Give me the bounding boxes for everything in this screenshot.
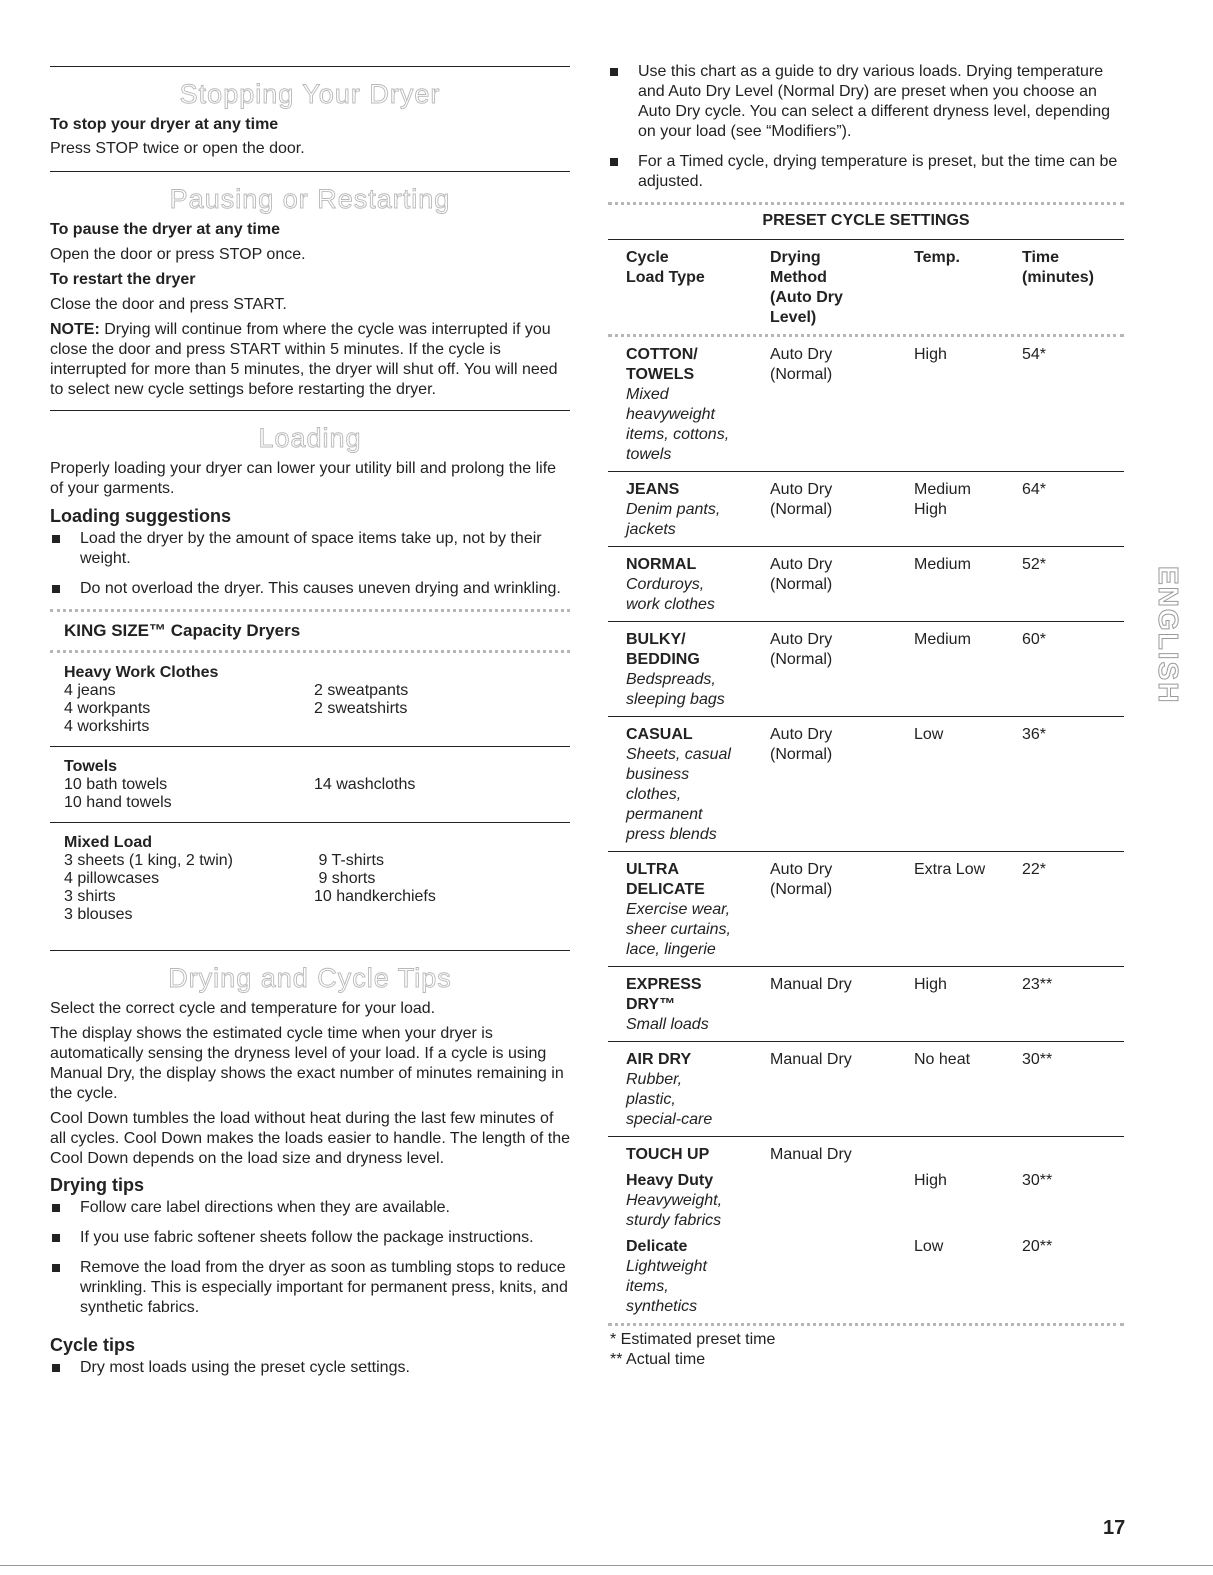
load-group-title: Mixed Load [64,834,153,851]
load-row: 4 jeans 2 sweatpants [64,682,409,699]
header-method: Drying Method (Auto Dry Level) [770,249,843,326]
load-row: 4 workpants 2 sweatshirts [64,700,408,717]
method-cell: Manual Dry [770,976,852,993]
cycle-load-type: Bedspreads, sleeping bags [626,671,725,708]
page-bottom-rule [0,1565,1213,1566]
tips-p2: The display shows the estimated cycle time when your dryer is automatically sensing the dryness level of your load. If a cycle is using Manual Dry, the display shows the exact number of minutes remaining in the cycle. [50,1025,564,1102]
method-cell: Auto Dry (Normal) [770,481,833,518]
header-cycle: Cycle Load Type [626,249,705,286]
list-item: Follow care label directions when they are available. [50,1198,570,1218]
load-group-title: Towels [64,758,118,775]
cycle-cell [626,860,770,960]
sub-cycle-load-type: Lightweight items, synthetics [626,1258,707,1315]
sub-cycle-name: Delicate [626,1238,688,1255]
bullet-square-icon [52,1264,60,1272]
cycle-name: CASUAL [626,726,693,743]
sub-cycle-name: Heavy Duty [626,1172,714,1189]
temp-cell: High [914,346,947,363]
cycle-load-type: Sheets, casual business clothes, permanent press blends [626,746,731,843]
footnote: * Estimated preset time [610,1331,776,1348]
temp-cell: Extra Low [914,861,986,878]
temp-cell: Medium [914,556,971,573]
cycle-name: NORMAL [626,556,697,573]
temp-cell: Medium [914,631,971,648]
tips-p1: Select the correct cycle and temperature for your load. [50,1000,436,1017]
cycle-load-type: Mixed heavyweight items, cottons, towels [626,386,730,463]
time-cell: 23** [1022,976,1053,993]
dotted-divider [608,1323,1124,1326]
table-row [608,851,1124,966]
method-cell: Auto Dry (Normal) [770,631,833,668]
cycle-cell [626,480,770,540]
note-text: NOTE: Drying will continue from where the cycle was interrupted if you close the door and press START within 5 minutes. If the cycle is interrupted for more than 5 minutes, the dryer will shut off. You will need to select new cycle settings before restarting the dryer. [50,321,558,398]
bullet-square-icon [52,1204,60,1212]
section-title-pausing: Pausing or Restarting [169,184,451,214]
pause-text: Open the door or press STOP once. [50,246,306,263]
sub-temp: Low [914,1238,944,1255]
loading-intro: Properly loading your dryer can lower your utility bill and prolong the life of your garments. [50,460,557,497]
sub-temp: High [914,1172,947,1189]
time-cell [1022,1145,1124,1317]
load-row: 4 pillowcases 9 shorts [64,870,376,887]
restart-text: Close the door and press START. [50,296,287,313]
chart-intro-list [608,62,1124,192]
drying-tips-heading: Drying tips [50,1175,145,1195]
page-number: 17 [1103,1517,1126,1539]
cycle-cell [626,1050,770,1130]
bullet-square-icon [52,535,60,543]
list-item: Dry most loads using the preset cycle settings. [50,1358,570,1378]
method-cell: Auto Dry (Normal) [770,861,833,898]
cycle-cell [626,1145,770,1317]
cycle-cell [626,630,770,710]
section-divider [50,950,570,951]
section-divider [50,66,570,67]
cycle-tips-list [50,1358,570,1378]
loading-suggestions-list [50,529,570,599]
table-row [608,546,1124,621]
time-cell: 60* [1022,631,1047,648]
header-temp: Temp. [914,249,960,266]
load-group-mixed [50,823,570,934]
load-row: 3 sheets (1 king, 2 twin) 9 T-shirts [64,852,384,869]
cycle-name: AIR DRY [626,1051,692,1068]
load-group-title: Heavy Work Clothes [64,664,219,681]
stop-heading: To stop your dryer at any time [50,116,279,133]
restart-heading: To restart the dryer [50,271,196,288]
load-group-towels [50,747,570,822]
temp-cell [914,1145,1022,1317]
section-divider [50,171,570,172]
pause-heading: To pause the dryer at any time [50,221,280,238]
cycle-load-type: Exercise wear, sheer curtains, lace, lingerie [626,901,731,958]
temp-cell: Low [914,726,944,743]
cycle-name: COTTON/ TOWELS [626,346,698,383]
header-time: Time (minutes) [1022,249,1094,286]
sub-cycle-load-type: Heavyweight, sturdy fabrics [626,1192,723,1229]
cycle-load-type: Small loads [626,1016,709,1033]
king-size-title: KING SIZE™ Capacity Dryers [64,621,301,640]
temp-cell: No heat [914,1051,971,1068]
footnote: ** Actual time [610,1351,706,1368]
time-cell: 64* [1022,481,1047,498]
table-row [608,1136,1124,1323]
cycle-name: JEANS [626,481,680,498]
list-item: Remove the load from the dryer as soon as tumbling stops to reduce wrinkling. This is especially important for permanent press, knits, and synthetic fabrics. [50,1258,570,1318]
method-cell: Auto Dry (Normal) [770,726,833,763]
time-cell: 30** [1022,1051,1053,1068]
bullet-square-icon [610,158,618,166]
section-title-tips: Drying and Cycle Tips [168,963,452,993]
section-title-loading: Loading [258,423,362,453]
bullet-square-icon [52,1364,60,1372]
time-cell: 54* [1022,346,1047,363]
temp-cell: Medium High [914,481,971,518]
method-cell: Manual Dry [770,1146,852,1163]
time-cell: 36* [1022,726,1047,743]
cycle-cell [626,725,770,845]
sub-time: 20** [1022,1238,1053,1255]
stop-text: Press STOP twice or open the door. [50,140,305,157]
table-row [608,471,1124,546]
bullet-square-icon [52,585,60,593]
cycle-cell [626,345,770,465]
cycle-cell [626,975,770,1035]
table-row [608,621,1124,716]
loading-suggestions-heading: Loading suggestions [50,506,232,526]
left-column [50,66,570,1388]
cycle-name: BULKY/ BEDDING [626,631,700,668]
language-side-tab: ENGLISH [1153,566,1184,705]
section-title-stopping: Stopping Your Dryer [179,79,441,109]
table-row [608,966,1124,1041]
cycle-load-type: Denim pants, jackets [626,501,721,538]
drying-tips-list [50,1198,570,1318]
time-cell: 52* [1022,556,1047,573]
table-row [608,1041,1124,1136]
method-cell: Auto Dry (Normal) [770,556,833,593]
section-divider [50,410,570,411]
sub-time: 30** [1022,1172,1053,1189]
list-item: If you use fabric softener sheets follow the package instructions. [50,1228,570,1248]
list-item: Do not overload the dryer. This causes uneven drying and wrinkling. [50,579,570,599]
time-cell: 22* [1022,861,1047,878]
list-item: Use this chart as a guide to dry various loads. Drying temperature and Auto Dry Level (Normal Dry) are preset when you choose an Auto Dry cycle. You can select a different dryness level, depending on your load (see “Modifiers”). [608,62,1124,142]
list-item: For a Timed cycle, drying temperature is preset, but the time can be adjusted. [608,152,1124,192]
cycle-tips-heading: Cycle tips [50,1335,136,1355]
method-cell: Auto Dry (Normal) [770,346,833,383]
list-item: Load the dryer by the amount of space items take up, not by their weight. [50,529,570,569]
temp-cell: High [914,976,947,993]
load-group-heavy [50,653,570,746]
bullet-square-icon [610,68,618,76]
cycle-load-type: Corduroys, work clothes [626,576,715,613]
right-column [608,62,1124,1370]
load-row: 4 workshirts [64,718,150,735]
bullet-square-icon [52,1234,60,1242]
cycle-name: EXPRESS DRY™ [626,976,702,1013]
load-row: 10 hand towels [64,794,172,811]
load-row: 3 blouses [64,906,133,923]
load-row: 10 bath towels 14 washcloths [64,776,416,793]
cycle-load-type: Rubber, plastic, special-care [626,1071,713,1128]
table-body [608,337,1124,1323]
cycle-name: ULTRA DELICATE [626,861,705,898]
load-row: 3 shirts 10 handkerchiefs [64,888,436,905]
table-title: PRESET CYCLE SETTINGS [762,212,970,229]
table-row [608,716,1124,851]
table-header [608,239,1124,334]
method-cell: Manual Dry [770,1051,852,1068]
tips-p3: Cool Down tumbles the load without heat during the last few minutes of all cycles. Cool Down makes the loads easier to handle. The length of the Cool Down depends on the load size and dryness level. [50,1110,570,1167]
cycle-cell [626,555,770,615]
table-row [608,337,1124,471]
cycle-name: TOUCH UP [626,1146,710,1163]
